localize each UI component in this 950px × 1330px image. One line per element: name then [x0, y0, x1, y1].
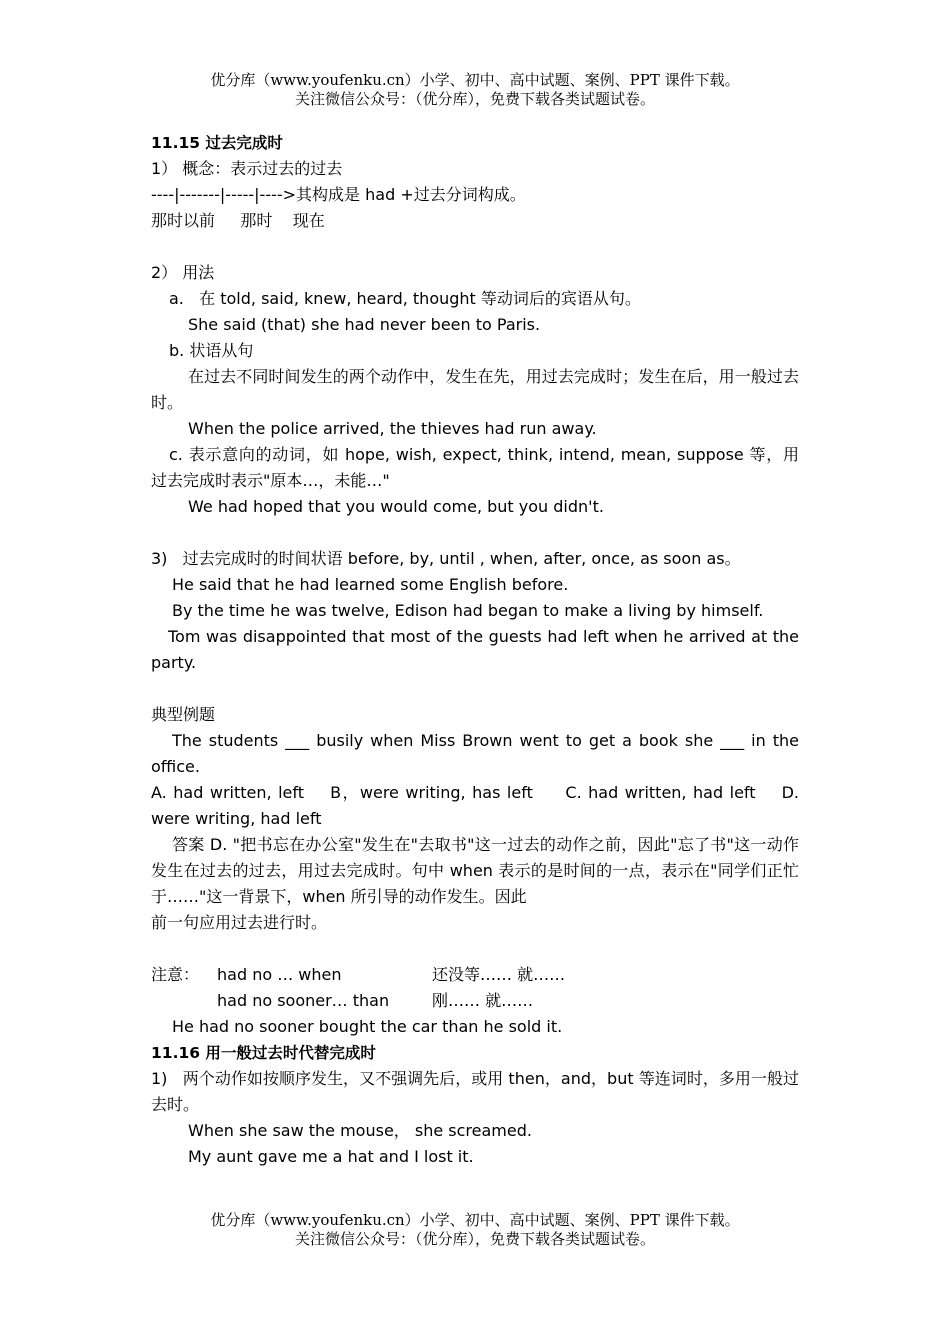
- usage-b-label: b. 状语从句: [169, 341, 254, 360]
- usage-b-description: 在过去不同时间发生的两个动作中，发生在先，用过去完成时；发生在后，用一般过去时。: [151, 367, 799, 412]
- page-footer: [0, 1211, 950, 1249]
- timeline-line: ----|-------|-----|---->其构成是 had +过去分词构成。: [151, 185, 526, 204]
- usage-c-example: We had hoped that you would come, but you didn't.: [188, 497, 604, 516]
- note-1-chinese: 还没等…… 就……: [432, 965, 566, 984]
- header-line-1: 优分库（www.youfenku.cn）小学、初中、高中试题、案例、PPT 课件下载。: [210, 71, 740, 89]
- usage-c-description: c. 表示意向的动词，如 hope, wish, expect, think, intend, mean, suppose 等，用过去完成时表示"原本…，未能…": [151, 445, 799, 490]
- example-options: A. had written, left B，were writing, has left C. had written, had left D. were writing, had left: [151, 783, 805, 828]
- typical-examples-title: 典型例题: [151, 705, 216, 724]
- example-answer-tail: 前一句应用过去进行时。: [151, 913, 328, 932]
- usage-title: 2） 用法: [151, 263, 215, 282]
- timeline-labels: 那时以前 那时 现在: [151, 211, 325, 230]
- adverbial-example-1: He said that he had learned some English before.: [172, 575, 569, 594]
- rule-line: 1) 两个动作如按顺序发生，又不强调先后，或用 then，and，but 等连词时，多用一般过去时。: [151, 1069, 799, 1114]
- concept-line: 1） 概念：表示过去的过去: [151, 159, 343, 178]
- adverbials-line: 3) 过去完成时的时间状语 before, by, until , when, after, once, as soon as。: [151, 549, 741, 568]
- note-label: 注意：: [151, 965, 200, 984]
- section-title-11-16: 11.16 用一般过去时代替完成时: [151, 1044, 376, 1062]
- example-question: The students ___ busily when Miss Brown went to get a book she ___ in the office.: [151, 731, 799, 776]
- usage-a-label: a. 在 told, said, knew, heard, thought 等动词后的宾语从句。: [169, 289, 641, 308]
- rule-example-2: My aunt gave me a hat and I lost it.: [188, 1147, 474, 1166]
- example-answer: 答案 D. "把书忘在办公室"发生在"去取书"这一过去的动作之前，因此"忘了书"这一动作发生在过去的过去，用过去完成时。句中 when 表示的是时间的一点，表示在"同学们正忙于……"这一背景下，when 所引导的动作发生。因此: [151, 835, 799, 906]
- header-line-2: 关注微信公众号：（优分库），免费下载各类试题试卷。: [294, 90, 655, 108]
- note-example: He had no sooner bought the car than he sold it.: [172, 1017, 563, 1036]
- document-body: [151, 130, 805, 1170]
- note-2-english: had no sooner… than: [217, 991, 390, 1010]
- footer-line-2: 关注微信公众号：（优分库），免费下载各类试题试卷。: [294, 1230, 655, 1248]
- rule-example-1: When she saw the mouse， she screamed.: [188, 1121, 532, 1140]
- adverbial-example-3: Tom was disappointed that most of the guests had left when he arrived at the party.: [151, 627, 799, 672]
- note-row-1: [151, 962, 799, 988]
- section-title-11-15: 11.15 过去完成时: [151, 134, 283, 152]
- page-header: [0, 71, 950, 109]
- note-row-2: [151, 988, 799, 1014]
- footer-line-1: 优分库（www.youfenku.cn）小学、初中、高中试题、案例、PPT 课件下载。: [210, 1211, 740, 1229]
- note-2-chinese: 刚…… 就……: [432, 991, 534, 1010]
- usage-a-example: She said (that) she had never been to Paris.: [188, 315, 541, 334]
- note-1-english: had no … when: [217, 965, 342, 984]
- adverbial-example-2: By the time he was twelve, Edison had began to make a living by himself.: [172, 601, 764, 620]
- usage-b-example: When the police arrived, the thieves had run away.: [188, 419, 597, 438]
